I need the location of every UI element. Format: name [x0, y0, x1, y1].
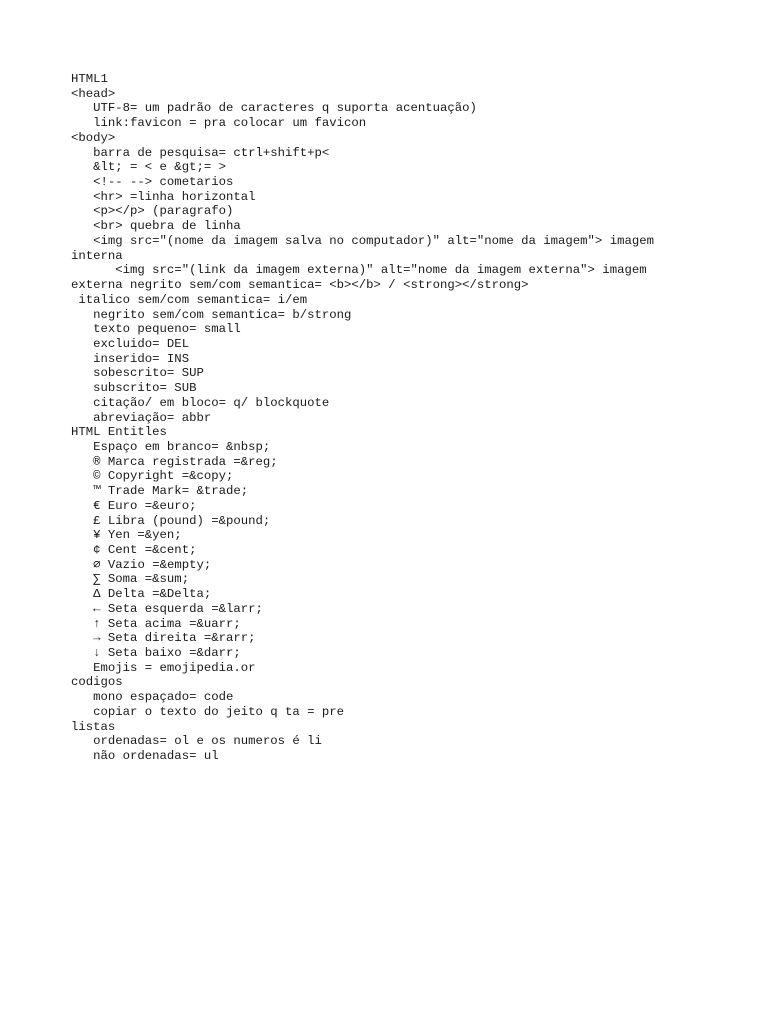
- text-line: codigos: [71, 675, 123, 690]
- text-line: Espaço em branco= &nbsp;: [71, 439, 271, 454]
- text-line: inserido= INS: [71, 351, 190, 366]
- text-line: ¢ Cent =&cent;: [71, 543, 197, 557]
- text-line: <head>: [71, 86, 116, 101]
- text-line: ordenadas= ol e os numeros é li: [71, 734, 322, 749]
- text-line: sobescrito= SUP: [71, 366, 204, 381]
- text-line: <img src="(nome da imagem salva no computador)" alt="nome da imagem"> imagem: [71, 233, 654, 248]
- text-line: externa negrito sem/com semantica= <b></b> / <strong></strong>: [71, 278, 529, 293]
- text-line: não ordenadas= ul: [71, 749, 219, 764]
- text-line: listas: [71, 719, 116, 734]
- text-line: <!-- --> cometarios: [71, 175, 234, 190]
- text-line: ↓ Seta baixo =&darr;: [71, 646, 241, 661]
- text-line: texto pequeno= small: [71, 322, 241, 337]
- text-line: &lt; = < e &gt;= >: [71, 160, 226, 175]
- text-line: HTML1: [71, 72, 108, 86]
- text-line: <hr> =linha horizontal: [71, 189, 256, 204]
- text-line: copiar o texto do jeito q ta = pre: [71, 704, 345, 719]
- text-line: barra de pesquisa= ctrl+shift+p<: [71, 145, 330, 160]
- text-line: citação/ em bloco= q/ blockquote: [71, 395, 330, 410]
- text-line: mono espaçado= code: [71, 690, 234, 705]
- text-line: abreviação= abbr: [71, 410, 212, 425]
- text-line: link:favicon = pra colocar um favicon: [71, 116, 367, 131]
- text-line: ® Marca registrada =&reg;: [71, 454, 278, 469]
- text-line: £ Libra (pound) =&pound;: [71, 513, 271, 528]
- text-line: ⌀ Vazio =&empty;: [71, 557, 212, 572]
- text-line: © Copyright =&copy;: [71, 469, 234, 484]
- text-line: HTML Entitles: [71, 425, 167, 440]
- text-line: Δ Delta =&Delta;: [71, 587, 212, 602]
- text-line: subscrito= SUB: [71, 381, 197, 396]
- document-text: [71, 72, 681, 764]
- text-line: <body>: [71, 130, 116, 145]
- text-line: → Seta direita =&rarr;: [71, 631, 256, 646]
- text-line: UTF-8= um padrão de caracteres q suporta acentuação): [71, 101, 477, 116]
- text-line: ↑ Seta acima =&uarr;: [71, 616, 241, 631]
- text-line: ← Seta esquerda =&larr;: [71, 601, 263, 616]
- text-line: negrito sem/com semantica= b/strong: [71, 307, 352, 322]
- text-line: italico sem/com semantica= i/em: [71, 292, 308, 307]
- text-line: interna: [71, 248, 123, 263]
- text-line: ∑ Soma =&sum;: [71, 572, 190, 587]
- text-line: <p></p> (paragrafo): [71, 204, 234, 219]
- text-line: excluido= DEL: [71, 336, 190, 351]
- text-line: Emojis = emojipedia.or: [71, 660, 256, 675]
- text-line: ™ Trade Mark= &trade;: [71, 484, 249, 499]
- text-line: <br> quebra de linha: [71, 219, 241, 234]
- text-line: € Euro =&euro;: [71, 498, 197, 513]
- text-line: ¥ Yen =&yen;: [71, 528, 182, 543]
- text-line: <img src="(link da imagem externa)" alt="nome da imagem externa"> imagem: [71, 263, 647, 278]
